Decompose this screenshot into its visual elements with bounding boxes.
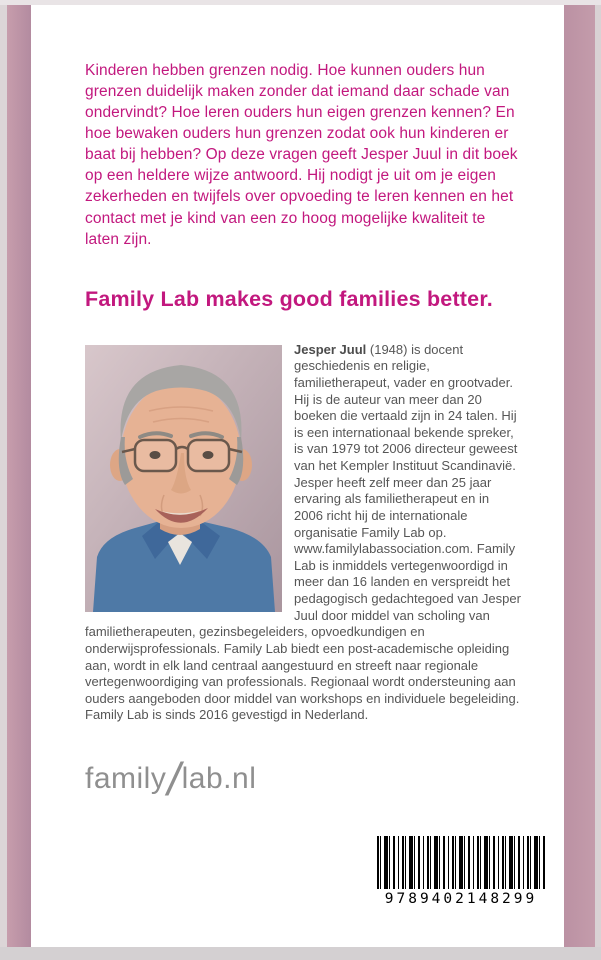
familylab-logo: family/lab.nl (85, 753, 257, 805)
book-edge-outer-left (0, 0, 7, 960)
cover-edge-right (564, 0, 595, 960)
logo-nl-suffix: .nl (223, 762, 257, 795)
jesper-juul-portrait-illustration (85, 345, 282, 612)
author-name: Jesper Juul (294, 341, 367, 357)
bio-text-full-width: door middel van scholing van familietherapeuten, gezinsbegeleiders, opvoedkundigen en onderwijsprofessionals. Family Lab biedt een post-academische opleiding aan, wordt in elk land centraal aangestuurd en streeft naar regionale vertegenwoordiging van professionals. Regionaal wordt ondersteuning aan ouders aangeboden door middel van workshops en individuele begeleiding. Family Lab is sinds 2016 gevestigd in Nederland. (85, 607, 520, 723)
logo-family-text: family (85, 762, 167, 795)
author-bio-section (85, 342, 521, 724)
intro-paragraph: Kinderen hebben grenzen nodig. Hoe kunnen ouders hun grenzen duidelijk maken zonder dat iemand daar schade van ondervindt? Hoe leren ouders hun eigen grenzen kennen? En hoe bewaken ouders hun grenzen zodat ook hun kinderen er baat bij hebben? Op deze vragen geeft Jesper Juul in dit boek op een heldere wijze antwoord. Hij nodigt je uit om je eigen zekerheden en twijfels over opvoeding te leren kennen en het contact met je kind van een zo hoog mogelijke kwaliteit te laten zijn. (85, 62, 518, 248)
logo-lab-text: lab (181, 762, 224, 795)
book-top-edge (0, 0, 601, 5)
barcode-bars (377, 836, 545, 889)
back-cover-content (85, 0, 521, 724)
book-edge-outer-right (595, 0, 601, 960)
barcode (371, 831, 551, 917)
jesper-juul-photo (85, 345, 282, 612)
cover-edge-left (7, 0, 31, 960)
barcode-digits: 9789402148299 (384, 891, 538, 907)
book-bottom-edge (0, 947, 601, 960)
bio-text-beside-photo: (1948) is docent geschiedenis en religie, familietherapeut, vader en grootvader. Hij is de auteur van meer dan 20 boeken die vertaald zijn in 24 talen. Hij is een internationaal bekende spreker, is van 1979 tot 2006 directeur geweest van het Kempler Instituut Scandinavië. Jesper heeft zelf meer dan 25 jaar ervaring als familietherapeut en in 2006 richt hij de internationale organisatie Family Lab op. www.familylabassociation.com. Family Lab is inmiddels vertegenwoordigd in meer dan 16 landen en verspreidt het pedagogisch gedachtegoed van Jesper Juul (294, 341, 521, 623)
tagline-heading: Family Lab makes good families better. (85, 286, 493, 311)
